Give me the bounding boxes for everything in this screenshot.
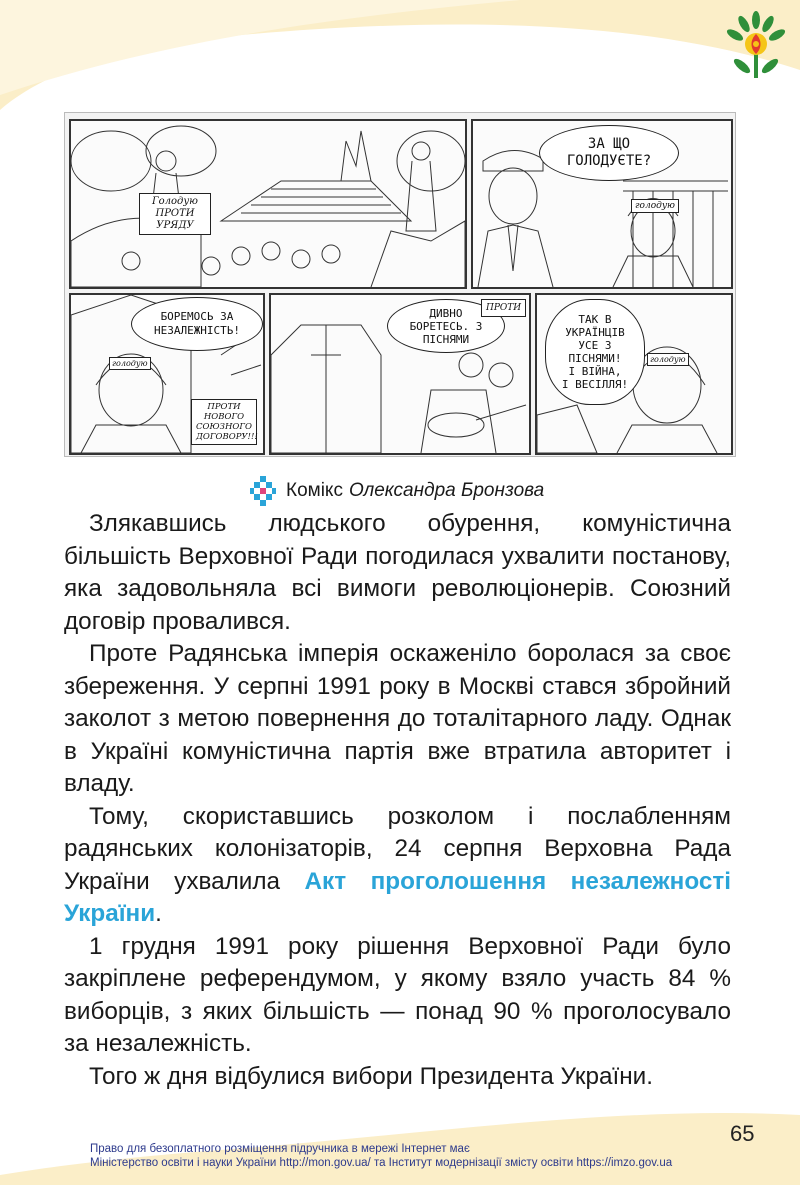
headband-label: голодую: [647, 353, 689, 366]
paragraph: [64, 801, 731, 931]
paragraph: Злякавшись людського обурення, комуністична більшість Верховної Ради погодилася ухвалити постанову, яка задовольняла всі вимоги революціонерів. Союзний договір провалився.: [64, 510, 731, 635]
speech-bubble-reply: ТАК В УКРАЇНЦІВ УСЕ З ПІСНЯМИ! І ВІЙНА, І ВЕСІЛЛЯ!: [545, 299, 645, 405]
top-decorative-wave: [0, 0, 800, 120]
comic-panel-officer-songs: [269, 293, 531, 455]
body-text: [64, 508, 731, 1093]
protest-sign: Голодую ПРОТИ УРЯДУ: [139, 193, 211, 235]
paragraph: Проте Радянська імперія оскаженіло боролася за своє збереження. У серпні 1991 року в Москві стався збройний заколот з метою повернення до тоталітарного ладу. Однак в Україні комуністична партія вже втратила авторитет і владу.: [64, 640, 731, 797]
comic-panel-girl-reply: [535, 293, 733, 455]
protest-sign: ПРОТИ: [481, 299, 526, 317]
comic-panel-officer-question: [471, 119, 733, 289]
footer-line: Міністерство освіти і науки України http://mon.gov.ua/ та Інститут модернізації змісту освіти https://imzo.gov.ua: [90, 1157, 673, 1169]
speech-bubble-answer: БОРЕМОСЬ ЗА НЕЗАЛЕЖНІСТЬ!: [131, 297, 263, 351]
paragraph: Того ж дня відбулися вибори Президента України.: [89, 1062, 653, 1090]
caption-label: Комікс: [286, 480, 343, 501]
comic-strip: [64, 112, 736, 457]
headband-label: голодую: [109, 357, 151, 370]
paragraph-text: Тому, скориставшись розколом і послабленням радянських колонізаторів, 24 серпня Верховна Рада України ухвалила: [64, 802, 731, 895]
speech-bubble-question: ЗА ЩО ГОЛОДУЄТЕ?: [539, 125, 679, 181]
highlighted-term: Акт проголошення незалежності України: [64, 867, 731, 927]
comic-panel-protest-square: [69, 119, 467, 289]
footer-line: Право для безоплатного розміщення підручника в мережі Інтернет має: [90, 1143, 470, 1155]
paragraph-text: .: [155, 900, 162, 927]
ornament-bullet-icon: [250, 476, 276, 506]
speech-bubble-songs: ДИВНО БОРЕТЕСЬ. З ПІСНЯМИ: [387, 299, 505, 353]
ukrainian-ornament-logo-icon: [726, 10, 786, 82]
protest-sign: ПРОТИ НОВОГО СОЮЗНОГО ДОГОВОРУ!!!: [191, 399, 257, 445]
comic-panel-girl-answer: [69, 293, 265, 455]
caption-author: Олександра Бронзова: [348, 480, 545, 501]
footer-copyright: [90, 1142, 730, 1170]
protest-square-drawing: [71, 121, 465, 287]
page-number: 65: [730, 1121, 755, 1146]
bottom-decorative-wave: [0, 1095, 800, 1185]
comic-caption: [250, 476, 544, 506]
headband-label: голодую: [631, 199, 679, 213]
paragraph: 1 грудня 1991 року рішення Верховної Ради було закріплене референдумом, у якому взяло участь 84 % виборців, з яких більшість — понад 90 % проголосувало за незалежність.: [64, 932, 731, 1057]
